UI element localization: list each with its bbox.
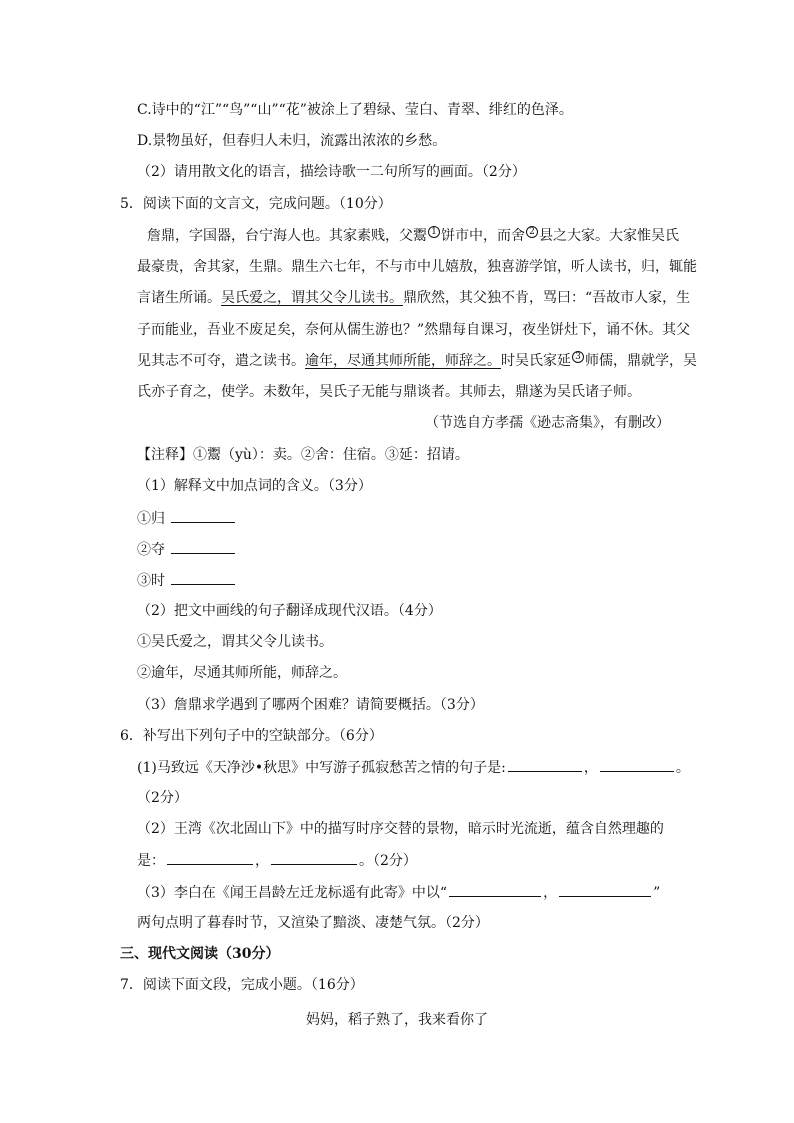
answer-blank[interactable]: [559, 882, 651, 897]
word-item-1: ①归: [137, 508, 237, 529]
underlined-sentence-2: 逾年，尽通其师所能，师辞之。: [305, 353, 501, 369]
answer-blank[interactable]: [508, 757, 582, 772]
sentence-item-2: ②逾年，尽通其师所能，师辞之。: [137, 665, 347, 681]
article-title: 妈妈，稻子熟了，我来看你了: [306, 1012, 488, 1028]
sentence-item-1: ①吴氏爱之，谓其父令儿读书。: [137, 634, 333, 650]
fill-item-2: （2）王湾《次北固山下》中的描写时序交替的景物，暗示时光流逝，蕴含自然理趣的: [137, 821, 664, 837]
q4-sub2: （2）请用散文化的语言，描绘诗歌一二句所写的画面。（2分）: [137, 164, 526, 180]
answer-blank[interactable]: [171, 570, 235, 585]
word-item-3: ③时: [137, 570, 237, 591]
answer-blank[interactable]: [271, 850, 357, 865]
fill-item-3: （3）李白在《闻王昌龄左迁龙标遥有此寄》中以“ ， ”: [137, 882, 660, 903]
fill-item-2-cont: 是： ， 。（2分）: [137, 850, 417, 871]
passage-source: （节选自方孝孺《逊志斋集》，有删改）: [425, 415, 670, 431]
underlined-sentence-1: 吴氏爱之，谓其父令儿读书。: [221, 290, 403, 306]
fill-item-1-score: （2分）: [137, 790, 188, 806]
q5-title: 5．阅读下面的文言文，完成问题。（10分）: [120, 196, 392, 212]
passage-line-4: 子而能业，吾业不废足矣，奈何从儒生游也？”然鼎每自课习，夜坐饼灶下，诵不休。其父: [137, 322, 691, 338]
passage-line-6: 氏亦子育之，使学。未数年，吴氏子无能与鼎谈者。其师去，鼎遂为吴氏诸子师。: [137, 384, 641, 400]
word-item-2: ②夺: [137, 539, 237, 560]
q5-sub3: （3）詹鼎求学遇到了哪两个困难？请简要概括。（3分）: [137, 697, 484, 713]
q6-title: 6．补写出下列句子中的空缺部分。（6分）: [120, 728, 383, 744]
q5-sub1: （1）解释文中加点词的含义。（3分）: [137, 478, 372, 494]
answer-blank[interactable]: [167, 850, 253, 865]
answer-blank[interactable]: [600, 757, 674, 772]
option-d: D.景物虽好，但春归人未归，流露出浓浓的乡愁。: [137, 133, 447, 149]
section-heading: 三、现代文阅读（30分）: [120, 946, 280, 962]
passage-line-2: 最豪贵，舍其家，生鼎。鼎生六七年，不与市中儿嬉敖，独喜游学馆，听人读书，归，辄能: [137, 259, 697, 275]
option-c: C.诗中的“江”“鸟”“山”“花”被涂上了碧绿、莹白、青翠、绯红的色泽。: [137, 102, 573, 118]
fill-item-3-cont: 两句点明了暮春时节，又渲染了黯淡、凄楚气氛。（2分）: [137, 915, 489, 931]
fill-item-1: (1)马致远《天净沙•秋思》中写游子孤寂愁苦之情的句子是: ， 。: [137, 757, 690, 778]
annotations: 【注释】①鬻（yù）：卖。②舍：住宿。③延：招请。: [137, 447, 469, 463]
note-marker-1: 1: [428, 226, 440, 238]
answer-blank[interactable]: [171, 539, 235, 554]
note-marker-3: 3: [572, 351, 584, 363]
q5-sub2: （2）把文中画线的句子翻译成现代汉语。（4分）: [137, 603, 442, 619]
passage-line-1: 詹鼎，字国器，台宁海人也。其家素贱，父鬻 1 饼市中，而舍 2 县之大家。大家惟吴氏: [147, 227, 679, 244]
passage-line-3: 言诸生所诵。吴氏爱之，谓其父令儿读书。鼎欣然，其父独不肯，骂曰：“吾故市人家，生: [137, 290, 691, 306]
answer-blank[interactable]: [171, 508, 235, 523]
q7-title: 7．阅读下面文段，完成小题。（16分）: [120, 977, 364, 993]
answer-blank[interactable]: [449, 882, 541, 897]
note-marker-2: 2: [526, 226, 538, 238]
passage-line-5: 见其志不可夺，遣之读书。逾年，尽通其师所能，师辞之。时吴氏家延 3 师儒，鼎就学，吴: [137, 352, 697, 369]
